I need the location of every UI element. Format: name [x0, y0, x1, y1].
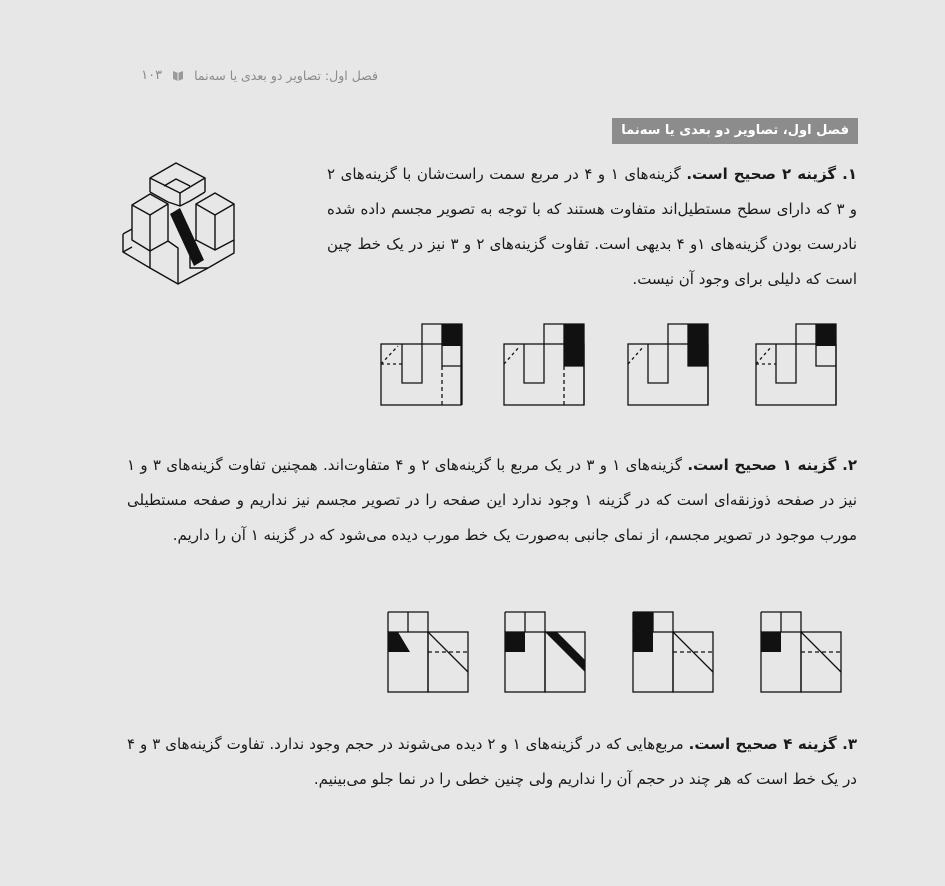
answer-heading: ۱. گزینه ۲ صحیح است. [686, 165, 857, 183]
answer-text: گزینه‌های ۱ و ۳ در یک مربع با گزینه‌های ۲ و ۴ متفاوت‌اند. همچنین تفاوت گزینه‌های ۳ و ۱ نیز در صفحه ذوزنقه‌ای است که در گزینه ۱ وجود ندارد این صفحه را در تصویر مجسم نیز نداریم و صفحه مستطیلی مورب موجود در تصویر مجسم، از نمای جانبی به‌صورت یک خط مورب دیده می‌شود که در گزینه ۱ آن را داریم. [127, 456, 857, 544]
answer-paragraph-1 [327, 157, 857, 297]
answer-1-options-figure [378, 322, 838, 408]
isometric-object-figure [118, 160, 238, 288]
answer-heading: ۲. گزینه ۱ صحیح است. [687, 456, 857, 474]
page-number: ۱۰۳ [141, 67, 163, 83]
page-header [116, 62, 378, 88]
answer-heading: ۳. گزینه ۴ صحیح است. [688, 735, 858, 753]
header-chapter-title: فصل اول: تصاویر دو بعدی یا سه‌نما [194, 67, 378, 83]
answer-paragraph-2 [127, 448, 857, 553]
answer-text: گزینه‌های ۱ و ۴ در مربع سمت راست‌شان با گزینه‌های ۲ و ۳ که دارای سطح مستطیل‌اند متفاوت هستند که با توجه به تصویر مجسم داده شده نادرست بودن گزینه‌های ۱و ۴ بدیهی است. تفاوت گزینه‌های ۲ و ۳ نیز در یک خط چین است که دلیلی برای وجود آن نیست. [327, 165, 857, 288]
answer-2-options-figure [385, 610, 845, 694]
section-badge: فصل اول، تصاویر دو بعدی یا سه‌نما [612, 118, 858, 144]
book-mark-icon [172, 69, 184, 81]
answer-paragraph-3 [127, 727, 857, 797]
answer-text: مربع‌هایی که در گزینه‌های ۱ و ۲ دیده می‌شوند در حجم وجود ندارد. تفاوت گزینه‌های ۳ و ۴ در یک خط است که هر چند در حجم آن را نداریم ولی چنین خطی را در نما جلو می‌بینیم. [127, 735, 857, 788]
